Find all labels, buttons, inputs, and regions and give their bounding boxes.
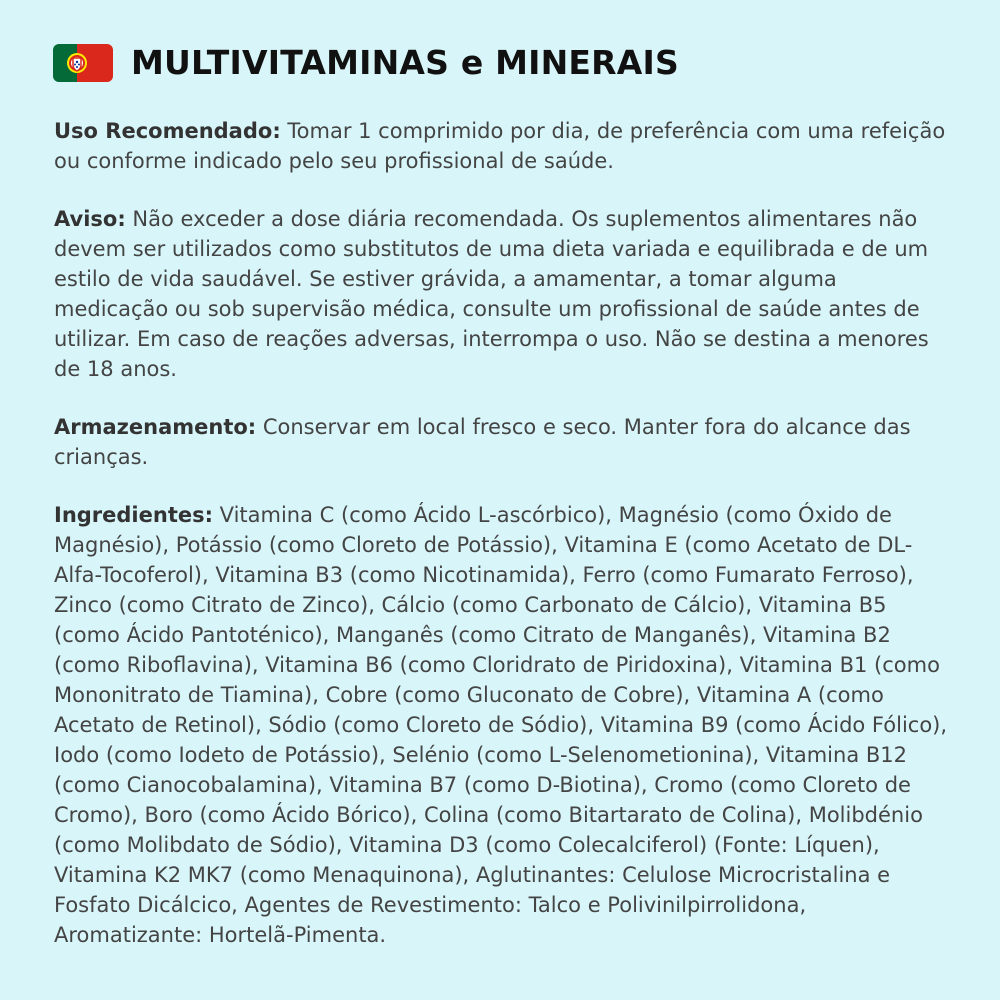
ingredients-label: Ingredientes:	[54, 503, 213, 527]
storage-section	[54, 412, 954, 472]
page-title: MULTIVITAMINAS e MINERAIS	[131, 43, 679, 82]
warning-label: Aviso:	[54, 207, 126, 231]
ingredients-text: Vitamina C (como Ácido L-ascórbico), Magnésio (como Óxido de Magnésio), Potássio (como Cloreto de Potássio), Vitamina E (como Acetato de DL-Alfa-Tocoferol), Vitamina B3 (como Nicotinamida), Ferro (como Fumarato Ferroso), Zinco (como Citrato de Zinco), Cálcio (como Carbonato de Cálcio), Vitamina B5 (como Ácido Pantoténico), Manganês (como Citrato de Manganês), Vitamina B2 (como Riboflavina), Vitamina B6 (como Cloridrato de Piridoxina), Vitamina B1 (como Mononitrato de Tiamina), Cobre (como Gluconato de Cobre), Vitamina A (como Acetato de Retinol), Sódio (como Cloreto de Sódio), Vitamina B9 (como Ácido Fólico), Iodo (como Iodeto de Potássio), Selénio (como L-Selenometionina), Vitamina B12 (como Cianocobalamina), Vitamina B7 (como D-Biotina), Cromo (como Cloreto de Cromo), Boro (como Ácido Bórico), Colina (como Bitartarato de Colina), Molibdénio (como Molibdato de Sódio), Vitamina D3 (como Colecalciferol) (Fonte: Líquen), Vitamina K2 MK7 (como Menaquinona), Aglutinantes: Celulose Microcristalina e Fosfato Dicálcico, Agentes de Revestimento: Talco e Polivinilpirrolidona, Aromatizante: Hortelã-Pimenta.	[54, 503, 948, 947]
warning-text: Não exceder a dose diária recomendada. Os suplementos alimentares não devem ser utilizados como substitutos de uma dieta variada e equilibrada e de um estilo de vida saudável. Se estiver grávida, a amamentar, a tomar alguma medicação ou sob supervisão médica, consulte um profissional de saúde antes de utilizar. Em caso de reações adversas, interrompa o uso. Não se destina a menores de 18 anos.	[54, 207, 929, 381]
usage-label: Uso Recomendado:	[54, 119, 281, 143]
storage-text: Conservar em local fresco e seco. Manter fora do alcance das crianças.	[54, 415, 911, 469]
content	[54, 116, 954, 950]
usage-text: Tomar 1 comprimido por dia, de preferência com uma refeição ou conforme indicado pelo seu profissional de saúde.	[54, 119, 946, 173]
warning-section	[54, 204, 954, 384]
usage-section	[54, 116, 954, 176]
ingredients-section	[54, 500, 954, 950]
portugal-flag-icon	[53, 44, 113, 82]
header	[53, 40, 679, 86]
storage-label: Armazenamento:	[54, 415, 257, 439]
